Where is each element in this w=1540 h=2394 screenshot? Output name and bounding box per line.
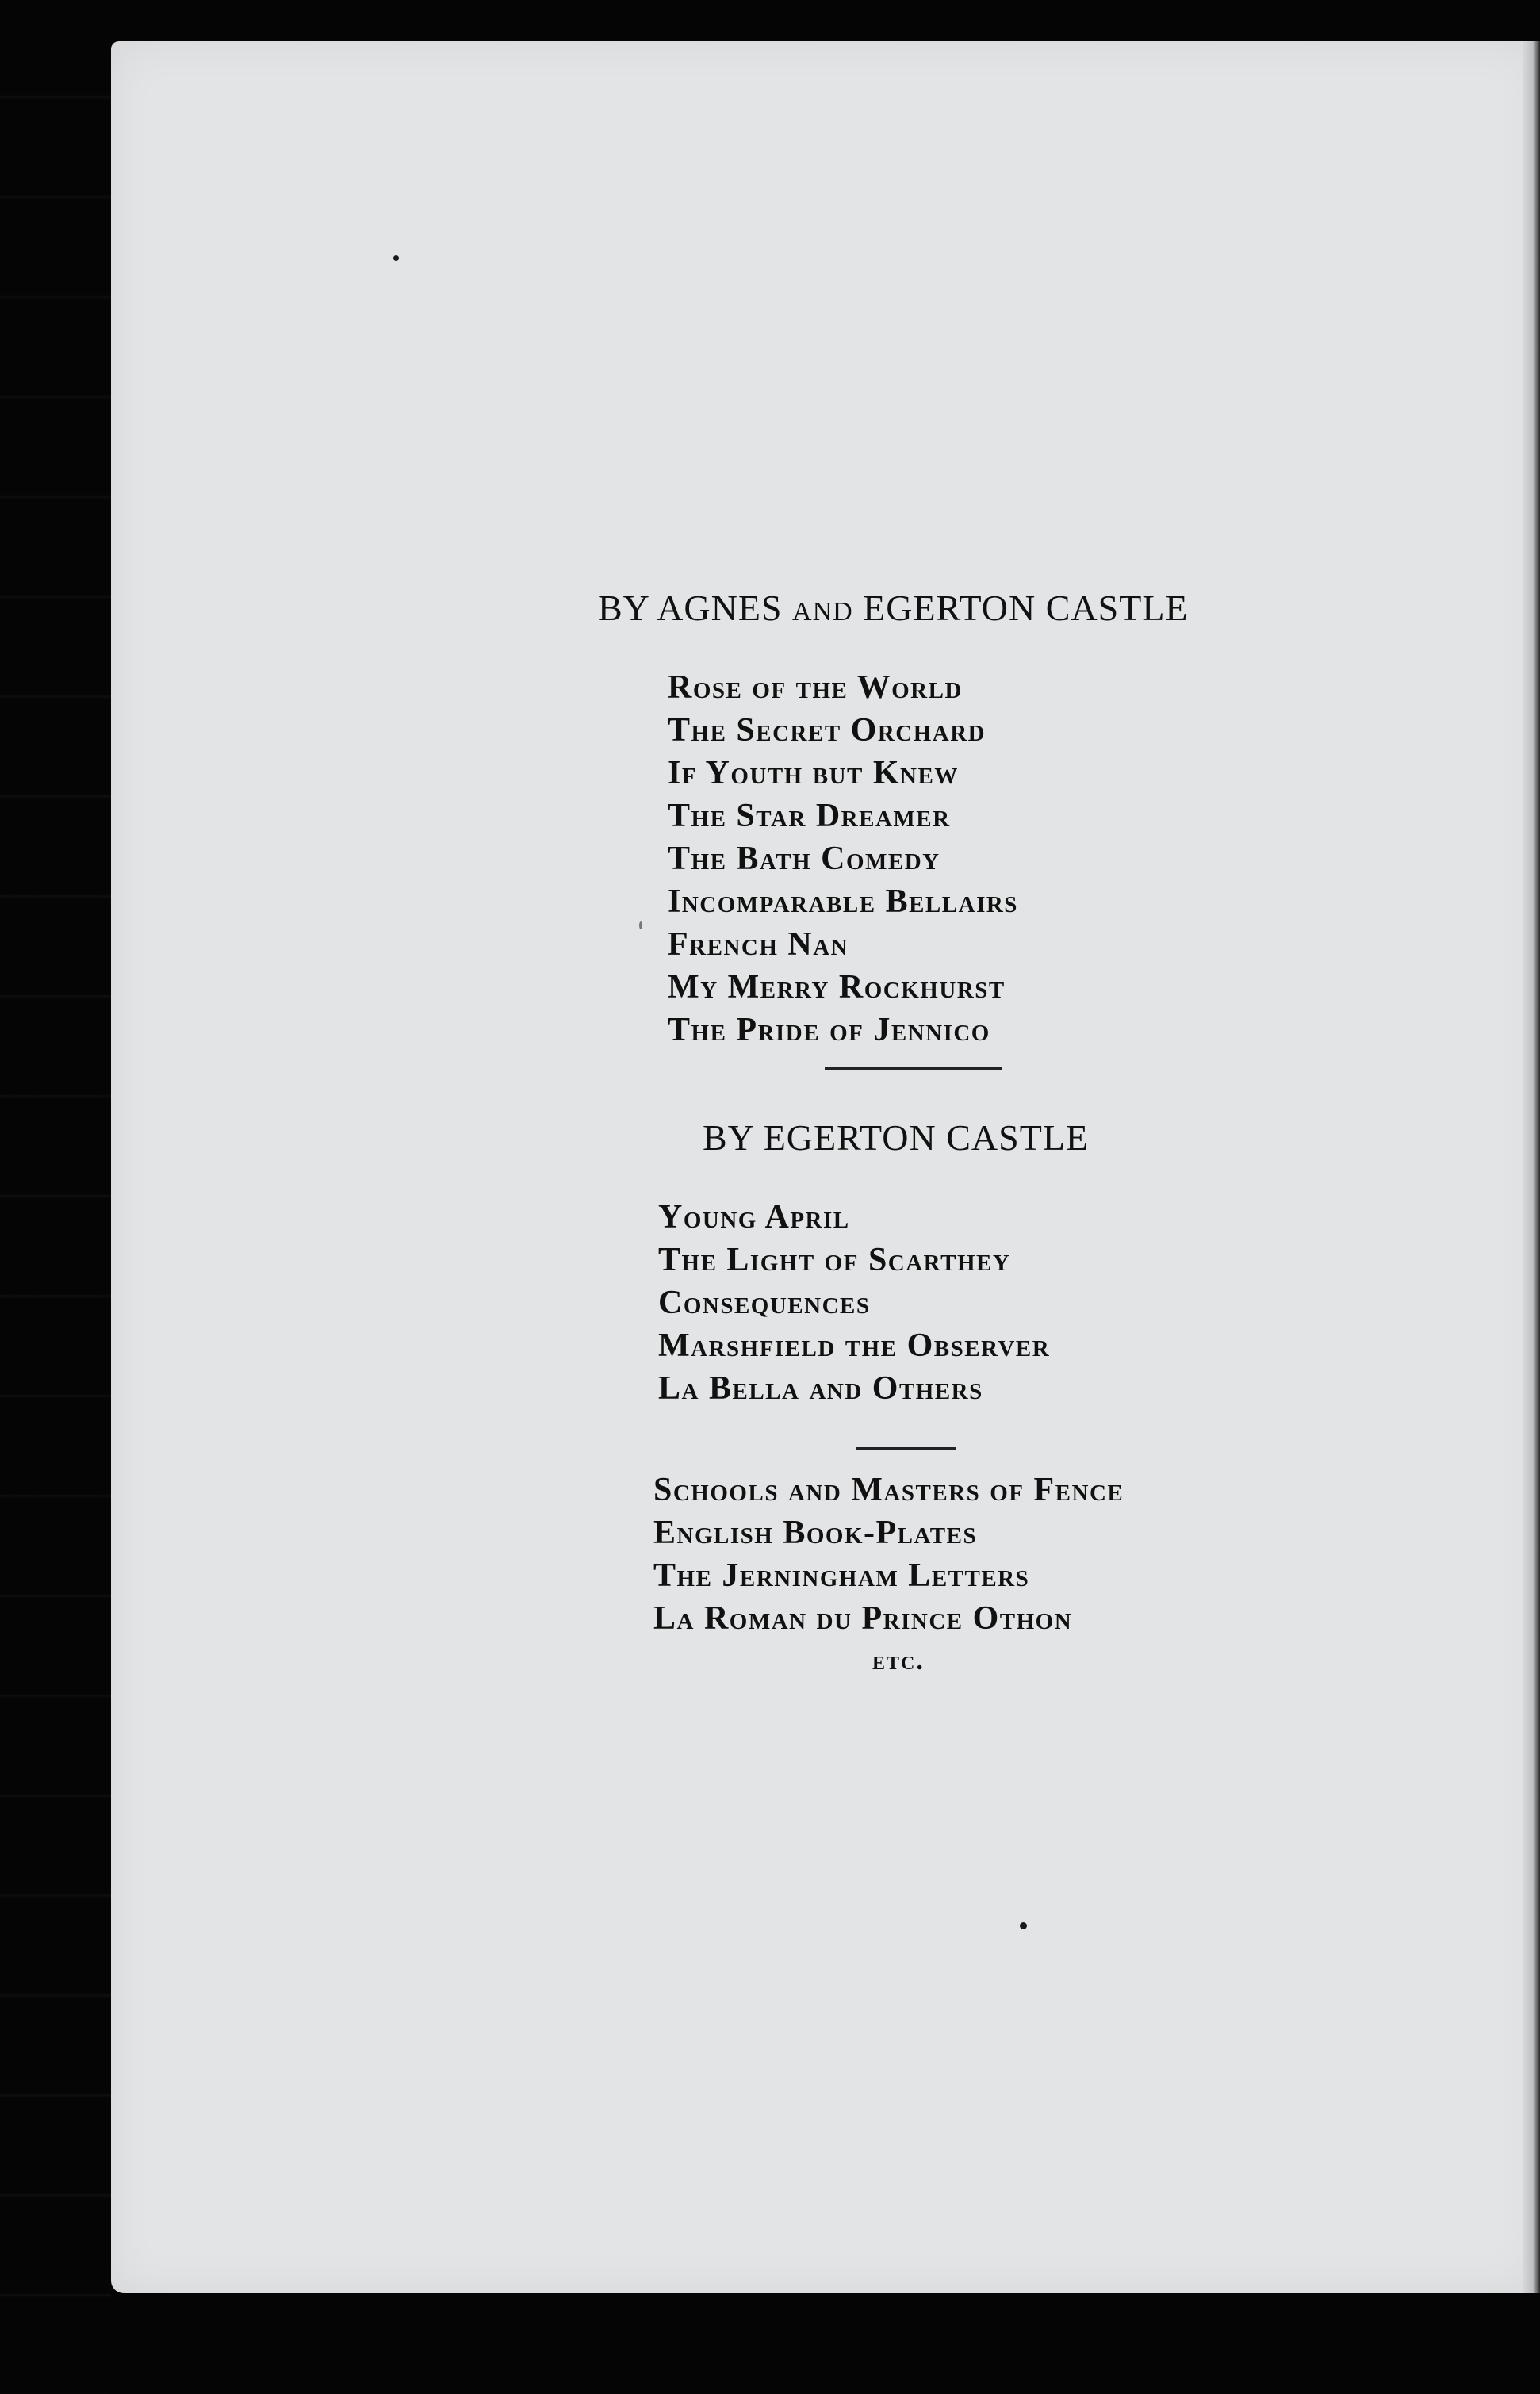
list-item: The Star Dreamer xyxy=(668,798,951,834)
title-list-joint xyxy=(668,666,1018,1051)
scan-right-edge xyxy=(1523,41,1540,2293)
list-item: The Jerningham Letters xyxy=(653,1557,1030,1594)
scan-left-margin xyxy=(0,0,111,2394)
list-item: The Pride of Jennico xyxy=(668,1012,990,1048)
list-item: The Light of Scarthey xyxy=(658,1242,1011,1278)
divider-rule xyxy=(825,1067,1002,1070)
heading-by: BY xyxy=(598,588,649,628)
heading-agnes: AGNES xyxy=(657,588,783,628)
heading-egerton-castle: EGERTON CASTLE xyxy=(863,588,1189,628)
heading-and: AND xyxy=(792,597,853,626)
list-item: La Bella and Others xyxy=(658,1370,983,1407)
list-item: If Youth but Knew xyxy=(668,755,959,791)
page-content xyxy=(111,41,1540,2293)
list-item: Young April xyxy=(658,1199,850,1235)
section-heading-agnes-egerton xyxy=(598,587,1189,629)
list-item: English Book-Plates xyxy=(653,1515,978,1551)
list-item: Rose of the World xyxy=(668,669,963,706)
section-heading-egerton: BY EGERTON CASTLE xyxy=(703,1117,1090,1158)
list-item: Schools and Masters of Fence xyxy=(653,1472,1124,1508)
list-item: French Nan xyxy=(668,926,849,963)
list-item: Marshfield the Observer xyxy=(658,1327,1051,1364)
title-list-nonfiction xyxy=(653,1469,1124,1640)
list-item: The Secret Orchard xyxy=(668,712,986,749)
list-item: Incomparable Bellairs xyxy=(668,883,1018,920)
list-item: My Merry Rockhurst xyxy=(668,969,1006,1005)
list-item: La Roman du Prince Othon xyxy=(653,1600,1073,1637)
scan-speck xyxy=(1020,1922,1027,1929)
etc-label: etc. xyxy=(872,1646,925,1676)
book-page xyxy=(111,41,1540,2293)
title-list-egerton xyxy=(658,1196,1050,1410)
scan-speck xyxy=(639,921,642,929)
scan-speck xyxy=(393,255,399,261)
list-item: The Bath Comedy xyxy=(668,841,940,877)
divider-rule-short xyxy=(856,1447,956,1450)
list-item: Consequences xyxy=(658,1285,871,1321)
